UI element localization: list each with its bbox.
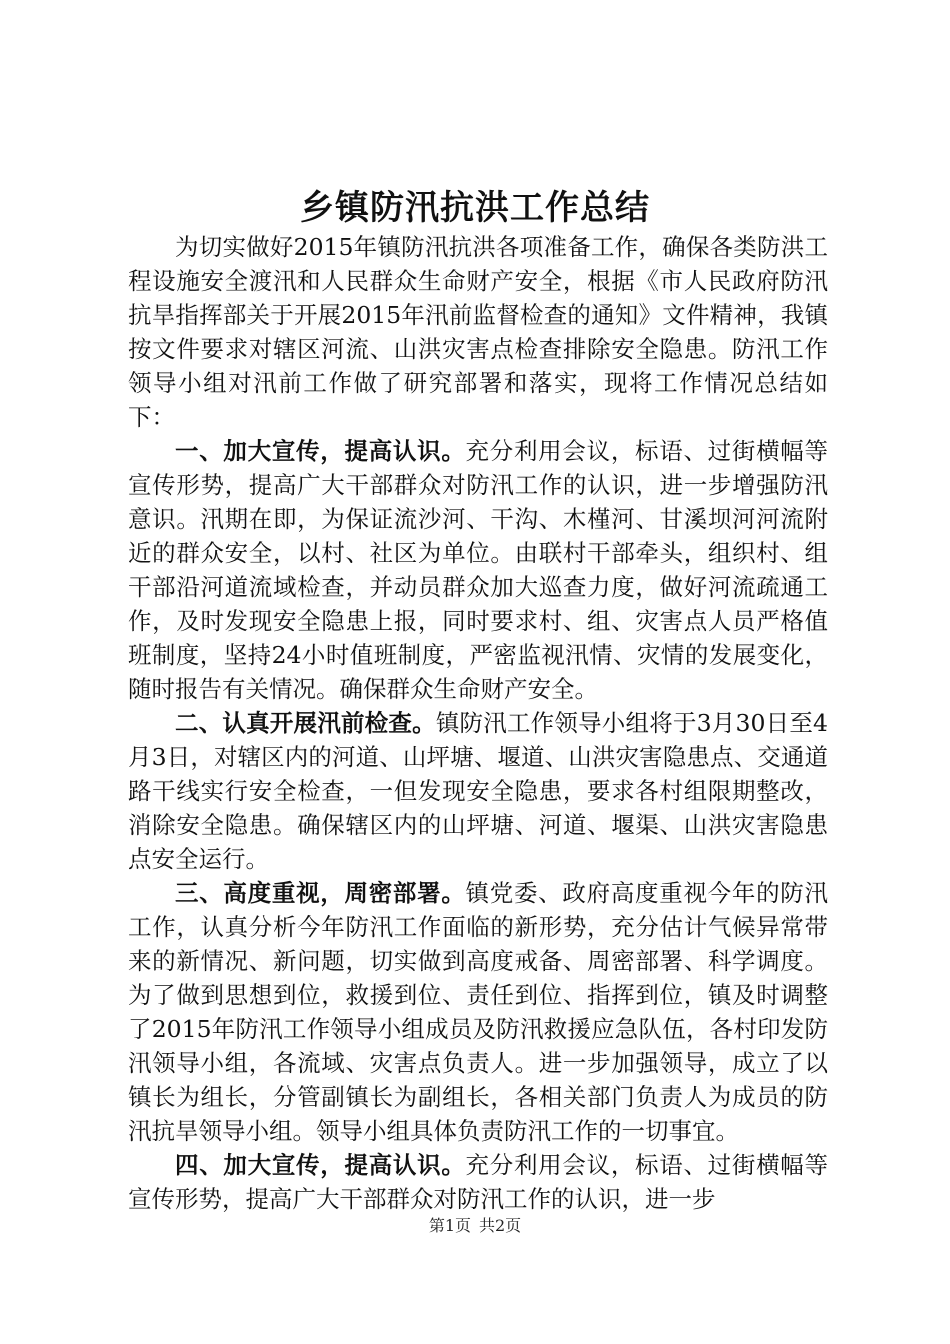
document-title: 乡镇防汛抗洪工作总结 xyxy=(300,188,650,228)
section-heading-2: 二、认真开展汛前检查。 xyxy=(175,709,436,737)
intro-paragraph: 为切实做好2015年镇防汛抗洪各项准备工作，确保各类防洪工程设施安全渡汛和人民群众生命财产安全，根据《市人民政府防汛抗旱指挥部关于开展2015年汛前监督检查的通知》文件精神，我镇按文件要求对辖区河流、山洪灾害点检查排除安全隐患。防汛工作领导小组对汛前工作做了研究部署和落实，现将工作情况总结如下： xyxy=(128,233,828,431)
document-body xyxy=(128,230,828,1216)
section-paragraph-2 xyxy=(128,706,828,876)
section-text-1: 充分利用会议，标语、过街横幅等宣传形势，提高广大干部群众对防汛工作的认识，进一步增强防汛意识。汛期在即，为保证流沙河、干沟、木槿河、甘溪坝河河流附近的群众安全，以村、社区为单位。由联村干部牵头，组织村、组干部沿河道流域检查，并动员群众加大巡查力度，做好河流疏通工作，及时发现安全隐患上报，同时要求村、组、灾害点人员严格值班制度，坚持24小时值班制度，严密监视汛情、灾情的发展变化，随时报告有关情况。确保群众生命财产安全。 xyxy=(128,437,829,703)
section-heading-1: 一、加大宣传，提高认识。 xyxy=(175,437,466,465)
section-heading-4: 四、加大宣传，提高认识。 xyxy=(175,1151,466,1179)
section-paragraph-1 xyxy=(128,434,828,706)
page-number-current: 第1页 xyxy=(428,1216,471,1235)
section-heading-3: 三、高度重视，周密部署。 xyxy=(175,879,466,907)
section-paragraph-3 xyxy=(128,876,828,1148)
page-number-total: 共2页 xyxy=(479,1216,522,1235)
page-footer xyxy=(0,1216,950,1236)
section-paragraph-4 xyxy=(128,1148,828,1216)
section-text-3: 镇党委、政府高度重视今年的防汛工作，认真分析今年防汛工作面临的新形势，充分估计气候异常带来的新情况、新问题，切实做到高度戒备、周密部署、科学调度。为了做到思想到位，救援到位、责任到位、指挥到位，镇及时调整了2015年防汛工作领导小组成员及防汛救援应急队伍，各村印发防汛领导小组，各流域、灾害点负责人。进一步加强领导，成立了以镇长为组长，分管副镇长为副组长，各相关部门负责人为成员的防汛抗旱领导小组。领导小组具体负责防汛工作的一切事宜。 xyxy=(128,879,829,1145)
section-text-4: 充分利用会议，标语、过街横幅等宣传形势，提高广大干部群众对防汛工作的认识，进一步 xyxy=(128,1151,829,1213)
section-text-2: 镇防汛工作领导小组将于3月30日至4月3日，对辖区内的河道、山坪塘、堰道、山洪灾害隐患点、交通道路干线实行安全检查，一但发现安全隐患，要求各村组限期整改，消除安全隐患。确保辖区内的山坪塘、河道、堰渠、山洪灾害隐患点安全运行。 xyxy=(128,709,829,873)
